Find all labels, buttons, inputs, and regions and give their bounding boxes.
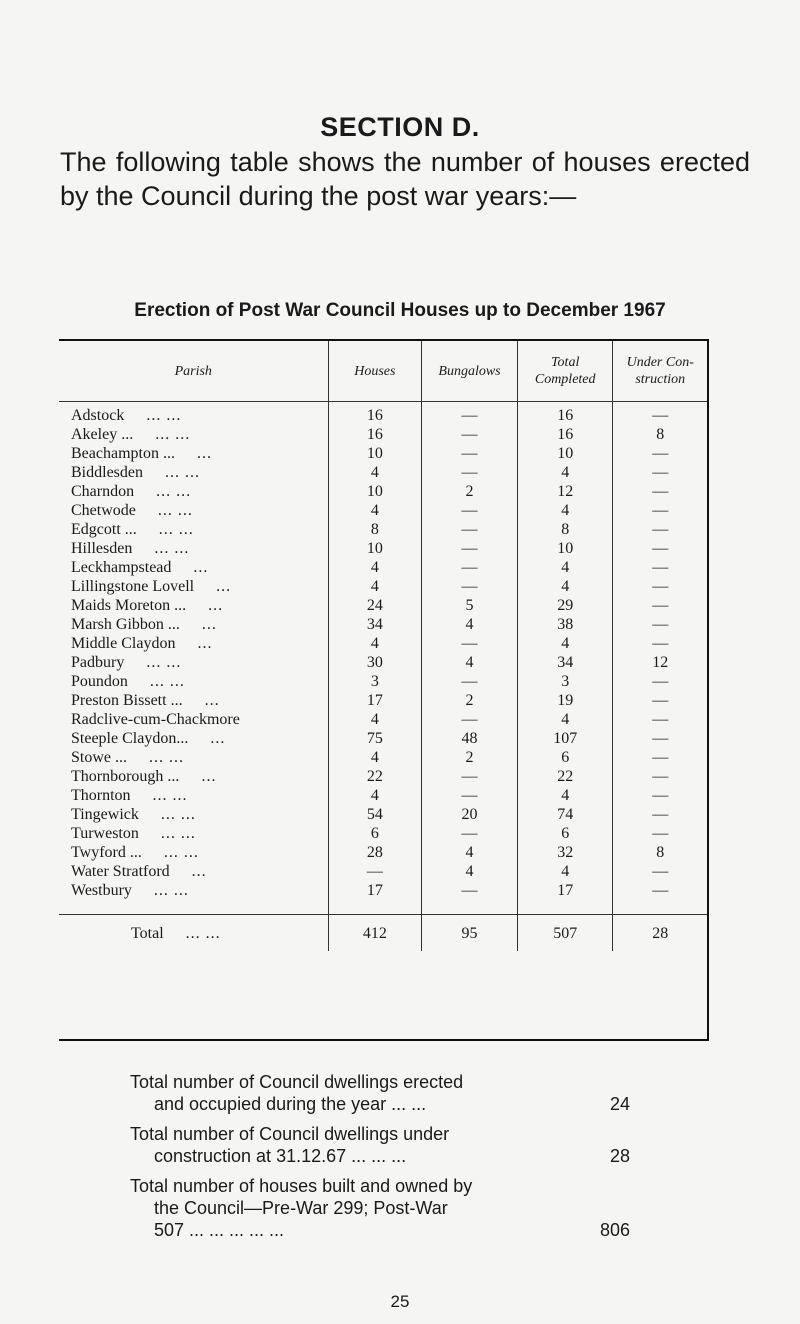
parish-name: Radclive-cum-Chackmore [71, 711, 240, 728]
section-title: SECTION D. [320, 112, 480, 142]
parish-cell [59, 634, 328, 653]
parish-name: Middle Claydon [71, 635, 176, 652]
leader-dots: ... [210, 730, 226, 747]
leader-dots: ... ... [146, 407, 182, 424]
under-construction-cell: — [613, 672, 707, 691]
total-completed-cell: 12 [517, 482, 613, 501]
under-construction-cell: — [613, 748, 707, 767]
total-completed-cell: 4 [517, 463, 613, 482]
under-construction-cell: — [613, 881, 707, 915]
table-row [59, 843, 707, 862]
bungalows-cell: — [422, 881, 518, 915]
table-header-row [59, 341, 707, 402]
bungalows-cell: 4 [422, 615, 518, 634]
table-row [59, 862, 707, 881]
bungalows-cell: 2 [422, 482, 518, 501]
table-row [59, 729, 707, 748]
leader-dots: ... [216, 578, 232, 595]
total-completed-cell: 29 [517, 596, 613, 615]
total-completed-cell: 32 [517, 843, 613, 862]
parish-cell [59, 501, 328, 520]
total-completed-cell: 16 [517, 425, 613, 444]
bungalows-cell: 20 [422, 805, 518, 824]
parish-name: Stowe ... [71, 749, 127, 766]
leader-dots: ... [204, 692, 220, 709]
under-construction-cell: — [613, 444, 707, 463]
table-row [59, 615, 707, 634]
parish-name: Marsh Gibbon ... [71, 616, 180, 633]
parish-name: Water Stratford [71, 863, 170, 880]
houses-cell: 4 [328, 501, 422, 520]
summary-line: Total number of Council dwellings under [130, 1124, 450, 1144]
leader-dots: ... [201, 768, 217, 785]
parish-cell [59, 615, 328, 634]
total-label: Total [131, 924, 164, 942]
total-completed-cell: 4 [517, 577, 613, 596]
bungalows-cell: — [422, 634, 518, 653]
total-completed-cell: 8 [517, 520, 613, 539]
parish-cell [59, 729, 328, 748]
summary-block [130, 1071, 630, 1249]
bungalows-cell: 5 [422, 596, 518, 615]
houses-cell: 4 [328, 786, 422, 805]
parish-name: Preston Bissett ... [71, 692, 183, 709]
table-row [59, 786, 707, 805]
houses-cell: 4 [328, 634, 422, 653]
leader-dots: ... [191, 863, 207, 880]
bungalows-cell: — [422, 767, 518, 786]
parish-cell [59, 748, 328, 767]
leader-dots: ... ... [160, 825, 196, 842]
parish-cell [59, 539, 328, 558]
table-row [59, 577, 707, 596]
under-construction-cell: — [613, 729, 707, 748]
houses-cell: 10 [328, 444, 422, 463]
bungalows-cell: — [422, 539, 518, 558]
houses-cell: 22 [328, 767, 422, 786]
parish-name: Twyford ... [71, 844, 142, 861]
bungalows-cell: 4 [422, 653, 518, 672]
table-row [59, 501, 707, 520]
under-construction-cell: 8 [613, 425, 707, 444]
table-row [59, 881, 707, 915]
total-completed-cell: 10 [517, 539, 613, 558]
parish-cell [59, 402, 328, 426]
parish-cell [59, 862, 328, 881]
total-completed-cell: 4 [517, 501, 613, 520]
houses-cell: 75 [328, 729, 422, 748]
leader-dots: ... ... [165, 464, 200, 481]
summary-line [130, 1145, 630, 1167]
leader-dots: ... ... [152, 787, 188, 804]
parish-name: Thornton [71, 787, 131, 804]
bungalows-cell: — [422, 402, 518, 426]
total-completed-cell: 107 [517, 729, 613, 748]
leader-dots: ... ... [149, 673, 185, 690]
bungalows-cell: — [422, 501, 518, 520]
summary-text: 507 ... ... ... ... ... [154, 1220, 285, 1240]
table-row [59, 805, 707, 824]
table-caption: Erection of Post War Council Houses up to December 1967 [134, 300, 666, 321]
houses-table [59, 341, 707, 951]
leader-dots: ... [197, 635, 213, 652]
parish-name: Thornborough ... [71, 768, 180, 785]
header-total-line1: Total [551, 355, 580, 370]
table-row [59, 596, 707, 615]
houses-cell: 4 [328, 748, 422, 767]
under-construction-cell: — [613, 805, 707, 824]
table-row [59, 558, 707, 577]
summary-item-under-construction [130, 1123, 630, 1167]
houses-cell: 8 [328, 520, 422, 539]
parish-name: Leckhampstead [71, 559, 172, 576]
leader-dots: ... [201, 616, 217, 633]
leader-dots: ... ... [158, 521, 194, 538]
summary-text: and occupied during the year ... ... [154, 1094, 427, 1114]
total-bungalows: 95 [422, 915, 518, 952]
parish-name: Charndon [71, 483, 135, 500]
parish-cell [59, 482, 328, 501]
houses-cell: 28 [328, 843, 422, 862]
total-completed-cell: 4 [517, 634, 613, 653]
parish-name: Poundon [71, 673, 128, 690]
houses-cell: 10 [328, 482, 422, 501]
houses-cell: 4 [328, 577, 422, 596]
leader-dots: ... ... [153, 882, 189, 899]
parish-name: Edgcott ... [71, 521, 137, 538]
table-row [59, 691, 707, 710]
bungalows-cell: — [422, 444, 518, 463]
table-total-row [59, 915, 707, 952]
parish-cell [59, 653, 328, 672]
summary-line: the Council—Pre-War 299; Post-War [154, 1198, 448, 1218]
parish-cell [59, 767, 328, 786]
header-under-construction [613, 341, 707, 402]
table-row [59, 425, 707, 444]
bungalows-cell: 4 [422, 862, 518, 881]
total-houses: 412 [328, 915, 422, 952]
under-construction-cell: — [613, 767, 707, 786]
parish-cell [59, 691, 328, 710]
table-row [59, 463, 707, 482]
total-completed-cell: 38 [517, 615, 613, 634]
leader-dots: ... [193, 559, 209, 576]
total-completed-cell: 17 [517, 881, 613, 915]
total-label-cell [59, 915, 328, 952]
parish-cell [59, 558, 328, 577]
bungalows-cell: — [422, 786, 518, 805]
parish-cell [59, 577, 328, 596]
under-construction-cell: — [613, 786, 707, 805]
under-construction-cell: — [613, 634, 707, 653]
parish-name: Adstock [71, 407, 125, 424]
leader-dots: ... ... [156, 483, 192, 500]
parish-name: Maids Moreton ... [71, 597, 187, 614]
bungalows-cell: — [422, 710, 518, 729]
under-construction-cell: — [613, 615, 707, 634]
header-bungalows: Bungalows [422, 341, 518, 402]
under-construction-cell: — [613, 577, 707, 596]
bungalows-cell: 2 [422, 748, 518, 767]
total-completed-cell: 4 [517, 558, 613, 577]
table-row [59, 539, 707, 558]
parish-name: Tingewick [71, 806, 139, 823]
parish-cell [59, 710, 328, 729]
bungalows-cell: — [422, 672, 518, 691]
leader-dots: ... [196, 445, 212, 462]
table-row [59, 402, 707, 426]
houses-cell: 34 [328, 615, 422, 634]
leader-dots: ... ... [154, 540, 190, 557]
houses-cell: 16 [328, 425, 422, 444]
table-row [59, 824, 707, 843]
table-row [59, 634, 707, 653]
houses-cell: 17 [328, 691, 422, 710]
bungalows-cell: — [422, 463, 518, 482]
under-construction-cell: — [613, 482, 707, 501]
total-completed-cell: 6 [517, 824, 613, 843]
total-completed-cell: 4 [517, 786, 613, 805]
parish-name: Chetwode [71, 502, 136, 519]
header-houses: Houses [328, 341, 422, 402]
summary-line [130, 1093, 630, 1115]
total-under-construction: 28 [613, 915, 707, 952]
parish-cell [59, 881, 328, 915]
under-construction-cell: — [613, 402, 707, 426]
total-dots: ... ... [185, 924, 221, 942]
houses-cell: 6 [328, 824, 422, 843]
parish-name: Beachampton ... [71, 445, 175, 462]
parish-name: Lillingstone Lovell [71, 578, 195, 595]
summary-value: 28 [609, 1146, 630, 1166]
parish-name: Turweston [71, 825, 139, 842]
bungalows-cell: — [422, 558, 518, 577]
houses-cell: 4 [328, 710, 422, 729]
parish-cell [59, 843, 328, 862]
leader-dots: ... ... [160, 806, 196, 823]
summary-text: construction at 31.12.67 ... ... ... [154, 1146, 407, 1166]
table-row [59, 520, 707, 539]
parish-cell [59, 805, 328, 824]
houses-table-frame [59, 339, 709, 1041]
parish-name: Hillesden [71, 540, 133, 557]
parish-cell [59, 786, 328, 805]
parish-cell [59, 425, 328, 444]
under-construction-cell: 8 [613, 843, 707, 862]
total-completed-cell: 74 [517, 805, 613, 824]
leader-dots: ... ... [155, 426, 191, 443]
houses-cell: 4 [328, 558, 422, 577]
bungalows-cell: — [422, 824, 518, 843]
houses-cell: 4 [328, 463, 422, 482]
houses-cell: 30 [328, 653, 422, 672]
parish-cell [59, 463, 328, 482]
houses-cell: 54 [328, 805, 422, 824]
summary-line: Total number of houses built and owned by [130, 1176, 473, 1196]
bungalows-cell: — [422, 520, 518, 539]
summary-value: 24 [609, 1094, 630, 1114]
table-row [59, 482, 707, 501]
bungalows-cell: — [422, 577, 518, 596]
leader-dots: ... ... [146, 654, 182, 671]
under-construction-cell: — [613, 501, 707, 520]
total-completed: 507 [517, 915, 613, 952]
leader-dots: ... [208, 597, 224, 614]
parish-cell [59, 520, 328, 539]
parish-cell [59, 824, 328, 843]
total-completed-cell: 6 [517, 748, 613, 767]
bungalows-cell: 4 [422, 843, 518, 862]
header-total-completed [517, 341, 613, 402]
bungalows-cell: — [422, 425, 518, 444]
page-number: 25 [390, 1292, 410, 1311]
houses-cell: 16 [328, 402, 422, 426]
under-construction-cell: — [613, 862, 707, 881]
under-construction-cell: — [613, 539, 707, 558]
parish-name: Steeple Claydon... [71, 730, 189, 747]
houses-cell: — [328, 862, 422, 881]
bungalows-cell: 48 [422, 729, 518, 748]
total-completed-cell: 3 [517, 672, 613, 691]
under-construction-cell: — [613, 596, 707, 615]
under-construction-cell: — [613, 824, 707, 843]
parish-name: Akeley ... [71, 426, 134, 443]
houses-cell: 24 [328, 596, 422, 615]
leader-dots: ... ... [157, 502, 193, 519]
table-row [59, 748, 707, 767]
intro-paragraph: The following table shows the number of houses erected by the Council during the post war years:— [60, 147, 750, 211]
header-parish: Parish [59, 341, 328, 402]
under-construction-cell: — [613, 463, 707, 482]
parish-name: Padbury [71, 654, 125, 671]
under-construction-cell: — [613, 710, 707, 729]
summary-item-occupied [130, 1071, 630, 1115]
houses-cell: 17 [328, 881, 422, 915]
leader-dots: ... ... [163, 844, 199, 861]
table-row [59, 653, 707, 672]
under-construction-cell: — [613, 520, 707, 539]
parish-cell [59, 444, 328, 463]
header-total-line2: Completed [534, 372, 596, 387]
header-under-line2: struction [635, 372, 686, 387]
total-completed-cell: 16 [517, 402, 613, 426]
total-completed-cell: 34 [517, 653, 613, 672]
total-completed-cell: 4 [517, 710, 613, 729]
under-construction-cell: 12 [613, 653, 707, 672]
table-row [59, 767, 707, 786]
summary-value: 806 [599, 1220, 630, 1240]
parish-cell [59, 672, 328, 691]
parish-name: Biddlesden [71, 464, 143, 481]
table-row [59, 710, 707, 729]
header-under-line1: Under Con- [626, 355, 694, 370]
total-completed-cell: 10 [517, 444, 613, 463]
houses-cell: 3 [328, 672, 422, 691]
under-construction-cell: — [613, 691, 707, 710]
parish-cell [59, 596, 328, 615]
bungalows-cell: 2 [422, 691, 518, 710]
under-construction-cell: — [613, 558, 707, 577]
total-completed-cell: 19 [517, 691, 613, 710]
summary-line: Total number of Council dwellings erected [130, 1072, 464, 1092]
houses-cell: 10 [328, 539, 422, 558]
total-completed-cell: 22 [517, 767, 613, 786]
table-row [59, 444, 707, 463]
parish-name: Westbury [71, 882, 132, 899]
summary-line [130, 1219, 630, 1241]
total-completed-cell: 4 [517, 862, 613, 881]
table-row [59, 672, 707, 691]
summary-item-owned [130, 1175, 630, 1241]
leader-dots: ... ... [149, 749, 184, 766]
table-body [59, 402, 707, 915]
